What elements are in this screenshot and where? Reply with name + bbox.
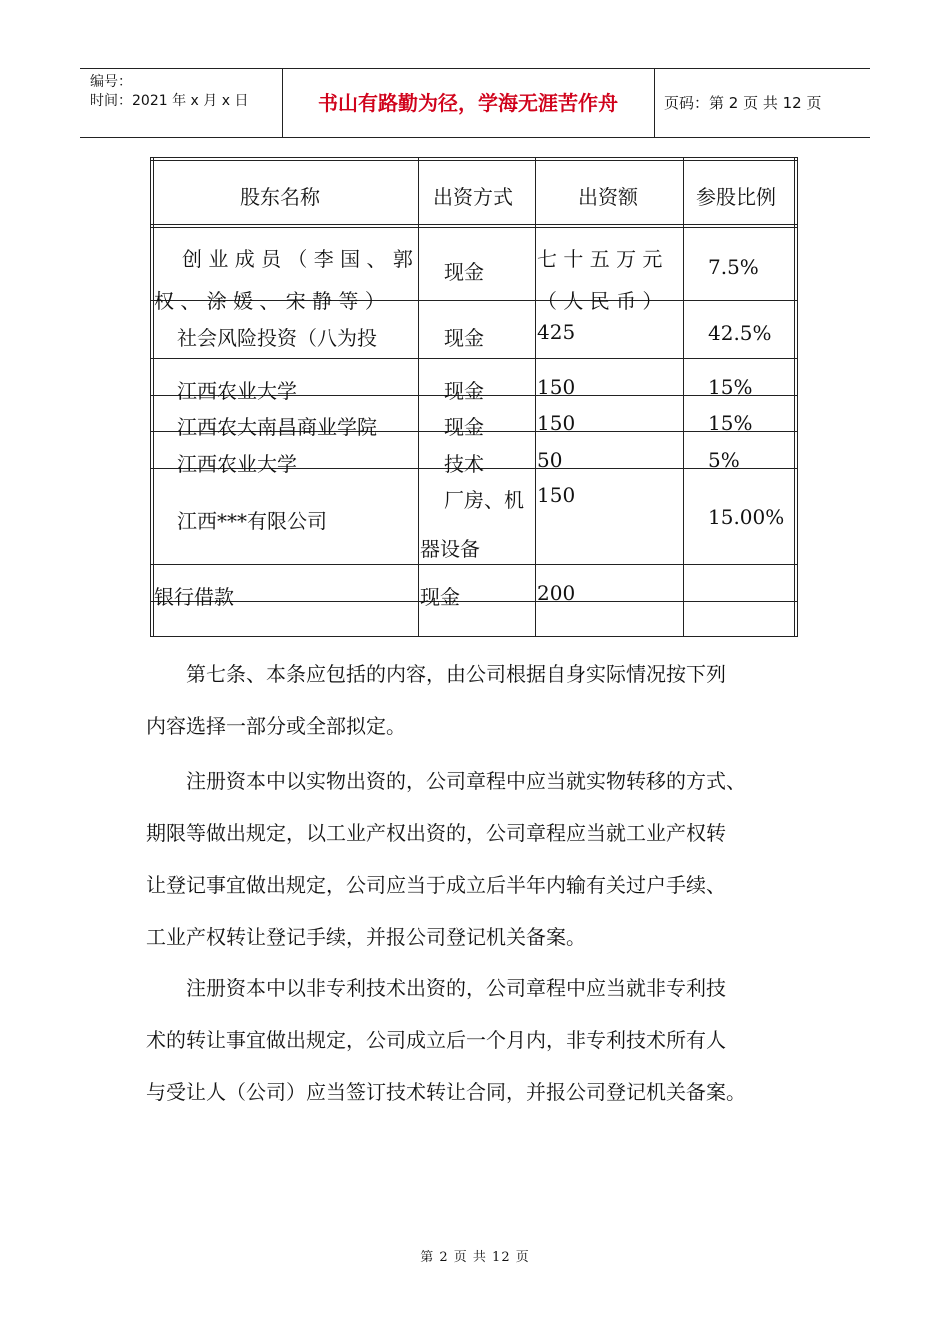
table-rule xyxy=(150,564,798,565)
column-header: 股东名称 xyxy=(240,185,320,209)
paragraph-line: 内容选择一部分或全部拟定。 xyxy=(146,714,406,738)
table-rule xyxy=(797,157,798,637)
share-ratio: 5% xyxy=(708,448,740,472)
contribution-amount: 50 xyxy=(537,448,563,472)
share-ratio: 7.5% xyxy=(708,255,759,279)
shareholder-name: 社会风险投资（八为投 xyxy=(177,326,377,350)
contribution-method: 现金 xyxy=(444,326,484,350)
table-rule xyxy=(150,636,798,637)
table-rule xyxy=(683,157,684,637)
page-footer: 第 2 页 共 12 页 xyxy=(420,1250,530,1265)
share-ratio: 15.00% xyxy=(708,505,785,529)
contribution-method: 现金 xyxy=(420,585,460,609)
table-rule xyxy=(150,157,798,158)
page-header xyxy=(80,68,870,138)
shareholder-name: 江西农业大学 xyxy=(177,452,297,476)
contribution-method: 现金 xyxy=(444,415,484,439)
shareholder-name: 银行借款 xyxy=(154,585,234,609)
column-header: 出资额 xyxy=(578,185,638,209)
table-rule xyxy=(418,157,419,637)
contribution-amount: 200 xyxy=(537,581,576,605)
table-rule xyxy=(150,160,798,161)
paragraph-line: 期限等做出规定，以工业产权出资的，公司章程应当就工业产权转 xyxy=(146,821,726,845)
contribution-amount: 425 xyxy=(537,320,576,344)
header-motto: 书山有路勤为径，学海无涯苦作舟 xyxy=(318,91,618,115)
paragraph-line: 术的转让事宜做出规定，公司成立后一个月内，非专利技术所有人 xyxy=(146,1028,726,1052)
table-rule xyxy=(150,157,151,637)
article-paragraph xyxy=(146,648,806,752)
contribution-amount: 150 xyxy=(537,375,576,399)
article-paragraph xyxy=(146,755,806,963)
header-page-info: 页码：第 2 页 共 12 页 xyxy=(664,94,822,112)
column-header: 出资方式 xyxy=(433,185,513,209)
article-paragraph xyxy=(146,962,806,1118)
contribution-method: 技术 xyxy=(444,452,484,476)
paragraph-line: 让登记事宜做出规定，公司应当于成立后半年内输有关过户手续、 xyxy=(146,873,726,897)
contribution-method: 现金 xyxy=(444,379,484,403)
shareholder-table xyxy=(150,157,798,637)
table-rule xyxy=(150,601,798,602)
header-left xyxy=(90,73,248,111)
shareholder-name: 权 、 涂 媛 、 宋 静 等 ） xyxy=(154,289,385,313)
contribution-method: 现金 xyxy=(444,260,484,284)
share-ratio: 15% xyxy=(708,411,753,435)
contribution-amount: 150 xyxy=(537,483,576,507)
share-ratio: 42.5% xyxy=(708,321,772,345)
shareholder-name: 江西农业大学 xyxy=(177,379,297,403)
contribution-amount: 150 xyxy=(537,411,576,435)
shareholder-name: 创 业 成 员 （ 李 国 、 郭 xyxy=(182,247,413,271)
column-header: 参股比例 xyxy=(696,185,776,209)
share-ratio: 15% xyxy=(708,375,753,399)
table-rule xyxy=(150,227,798,228)
table-rule xyxy=(150,358,798,359)
header-divider xyxy=(654,69,655,137)
paragraph-line: 注册资本中以非专利技术出资的，公司章程中应当就非专利技 xyxy=(146,976,726,1000)
table-rule xyxy=(794,157,795,637)
table-rule xyxy=(153,157,154,637)
table-rule xyxy=(150,224,798,225)
contribution-method: 厂房、机 xyxy=(444,488,524,512)
contribution-method: 器设备 xyxy=(420,537,480,561)
document-number-label: 编号： xyxy=(90,74,132,90)
paragraph-line: 注册资本中以实物出资的，公司章程中应当就实物转移的方式、 xyxy=(146,769,746,793)
contribution-amount: 七 十 五 万 元 xyxy=(537,247,663,271)
paragraph-line: 工业产权转让登记手续，并报公司登记机关备案。 xyxy=(146,925,586,949)
paragraph-line: 与受让人（公司）应当签订技术转让合同，并报公司登记机关备案。 xyxy=(146,1080,746,1104)
document-date: 时间：2021 年 x 月 x 日 xyxy=(90,93,249,109)
contribution-amount: （ 人 民 币 ） xyxy=(537,289,663,313)
shareholder-name: 江西农大南昌商业学院 xyxy=(177,415,377,439)
table-rule xyxy=(535,157,536,637)
paragraph-line: 第七条、本条应包括的内容，由公司根据自身实际情况按下列 xyxy=(146,662,726,686)
shareholder-name: 江西***有限公司 xyxy=(177,509,327,533)
